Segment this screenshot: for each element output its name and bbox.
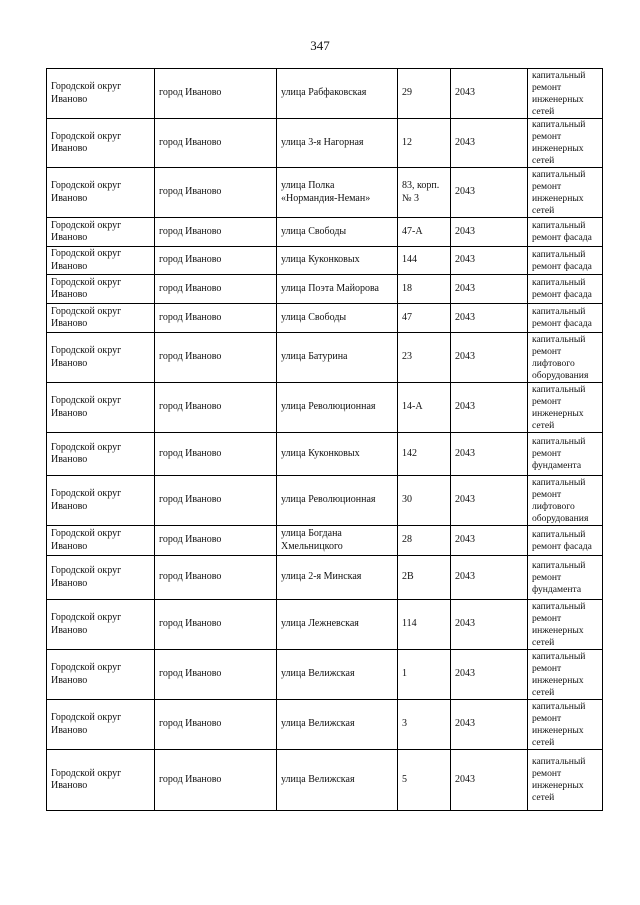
table-row [47,168,603,218]
settlement-cell: город Иваново [155,600,277,650]
street-cell: улица Рабфаковская [277,69,398,119]
work-type-cell: капитальный ремонт инженерных сетей [528,119,603,168]
table-row [47,333,603,383]
table-row [47,247,603,275]
year-cell: 2043 [451,333,528,383]
year-cell: 2043 [451,750,528,811]
work-type-cell: капитальный ремонт инженерных сетей [528,700,603,750]
table-row [47,275,603,304]
table-row [47,476,603,526]
settlement-cell: город Иваново [155,383,277,433]
street-cell: улица 2-я Минская [277,556,398,600]
settlement-cell: город Иваново [155,750,277,811]
house-cell: 29 [398,69,451,119]
work-type-cell: капитальный ремонт инженерных сетей [528,168,603,218]
municipality-cell: Городской округ Иваново [47,750,155,811]
municipality-cell: Городской округ Иваново [47,304,155,333]
table-row [47,700,603,750]
settlement-cell: город Иваново [155,304,277,333]
table-row [47,383,603,433]
year-cell: 2043 [451,526,528,556]
municipality-cell: Городской округ Иваново [47,168,155,218]
work-type-cell: капитальный ремонт инженерных сетей [528,750,603,811]
street-cell: улица Куконковых [277,247,398,275]
house-cell: 30 [398,476,451,526]
repair-schedule-table [46,68,603,811]
work-type-cell: капитальный ремонт фасада [528,526,603,556]
table-row [47,750,603,811]
street-cell: улица Куконковых [277,433,398,476]
street-cell: улица Велижская [277,650,398,700]
year-cell: 2043 [451,247,528,275]
settlement-cell: город Иваново [155,556,277,600]
settlement-cell: город Иваново [155,247,277,275]
settlement-cell: город Иваново [155,333,277,383]
house-cell: 47 [398,304,451,333]
year-cell: 2043 [451,600,528,650]
municipality-cell: Городской округ Иваново [47,69,155,119]
page-number: 347 [310,38,330,53]
street-cell: улица Батурина [277,333,398,383]
street-cell: улица Свободы [277,304,398,333]
table-row [47,556,603,600]
house-cell: 114 [398,600,451,650]
work-type-cell: капитальный ремонт лифтового оборудования [528,333,603,383]
year-cell: 2043 [451,275,528,304]
municipality-cell: Городской округ Иваново [47,383,155,433]
work-type-cell: капитальный ремонт фасада [528,218,603,247]
house-cell: 18 [398,275,451,304]
street-cell: улица Поэта Майорова [277,275,398,304]
work-type-cell: капитальный ремонт фундамента [528,556,603,600]
house-cell: 47-А [398,218,451,247]
street-cell: улица Богдана Хмельницкого [277,526,398,556]
work-type-cell: капитальный ремонт инженерных сетей [528,383,603,433]
table-row [47,433,603,476]
settlement-cell: город Иваново [155,476,277,526]
work-type-cell: капитальный ремонт фасада [528,247,603,275]
municipality-cell: Городской округ Иваново [47,526,155,556]
street-cell: улица Свободы [277,218,398,247]
settlement-cell: город Иваново [155,650,277,700]
year-cell: 2043 [451,433,528,476]
table-row [47,69,603,119]
table-row [47,650,603,700]
house-cell: 23 [398,333,451,383]
municipality-cell: Городской округ Иваново [47,700,155,750]
house-cell: 28 [398,526,451,556]
settlement-cell: город Иваново [155,433,277,476]
settlement-cell: город Иваново [155,168,277,218]
municipality-cell: Городской округ Иваново [47,275,155,304]
house-cell: 5 [398,750,451,811]
municipality-cell: Городской округ Иваново [47,218,155,247]
street-cell: улица Велижская [277,750,398,811]
year-cell: 2043 [451,304,528,333]
work-type-cell: капитальный ремонт инженерных сетей [528,69,603,119]
municipality-cell: Городской округ Иваново [47,476,155,526]
year-cell: 2043 [451,119,528,168]
table-row [47,304,603,333]
work-type-cell: капитальный ремонт фасада [528,304,603,333]
house-cell: 12 [398,119,451,168]
table-row [47,218,603,247]
house-cell: 142 [398,433,451,476]
work-type-cell: капитальный ремонт фасада [528,275,603,304]
work-type-cell: капитальный ремонт инженерных сетей [528,650,603,700]
street-cell: улица Революционная [277,383,398,433]
year-cell: 2043 [451,168,528,218]
table-row [47,600,603,650]
work-type-cell: капитальный ремонт фундамента [528,433,603,476]
house-cell: 3 [398,700,451,750]
municipality-cell: Городской округ Иваново [47,650,155,700]
year-cell: 2043 [451,69,528,119]
year-cell: 2043 [451,650,528,700]
street-cell: улица Полка «Нормандия-Неман» [277,168,398,218]
work-type-cell: капитальный ремонт инженерных сетей [528,600,603,650]
table-body [47,69,603,811]
year-cell: 2043 [451,556,528,600]
settlement-cell: город Иваново [155,275,277,304]
municipality-cell: Городской округ Иваново [47,433,155,476]
house-cell: 144 [398,247,451,275]
house-cell: 1 [398,650,451,700]
municipality-cell: Городской округ Иваново [47,600,155,650]
year-cell: 2043 [451,383,528,433]
year-cell: 2043 [451,476,528,526]
house-cell: 83, корп. № 3 [398,168,451,218]
house-cell: 2В [398,556,451,600]
municipality-cell: Городской округ Иваново [47,556,155,600]
street-cell: улица 3-я Нагорная [277,119,398,168]
settlement-cell: город Иваново [155,218,277,247]
municipality-cell: Городской округ Иваново [47,333,155,383]
settlement-cell: город Иваново [155,700,277,750]
street-cell: улица Велижская [277,700,398,750]
street-cell: улица Лежневская [277,600,398,650]
year-cell: 2043 [451,700,528,750]
settlement-cell: город Иваново [155,69,277,119]
municipality-cell: Городской округ Иваново [47,119,155,168]
table-row [47,526,603,556]
settlement-cell: город Иваново [155,526,277,556]
table-row [47,119,603,168]
work-type-cell: капитальный ремонт лифтового оборудования [528,476,603,526]
settlement-cell: город Иваново [155,119,277,168]
year-cell: 2043 [451,218,528,247]
street-cell: улица Революционная [277,476,398,526]
house-cell: 14-А [398,383,451,433]
municipality-cell: Городской округ Иваново [47,247,155,275]
